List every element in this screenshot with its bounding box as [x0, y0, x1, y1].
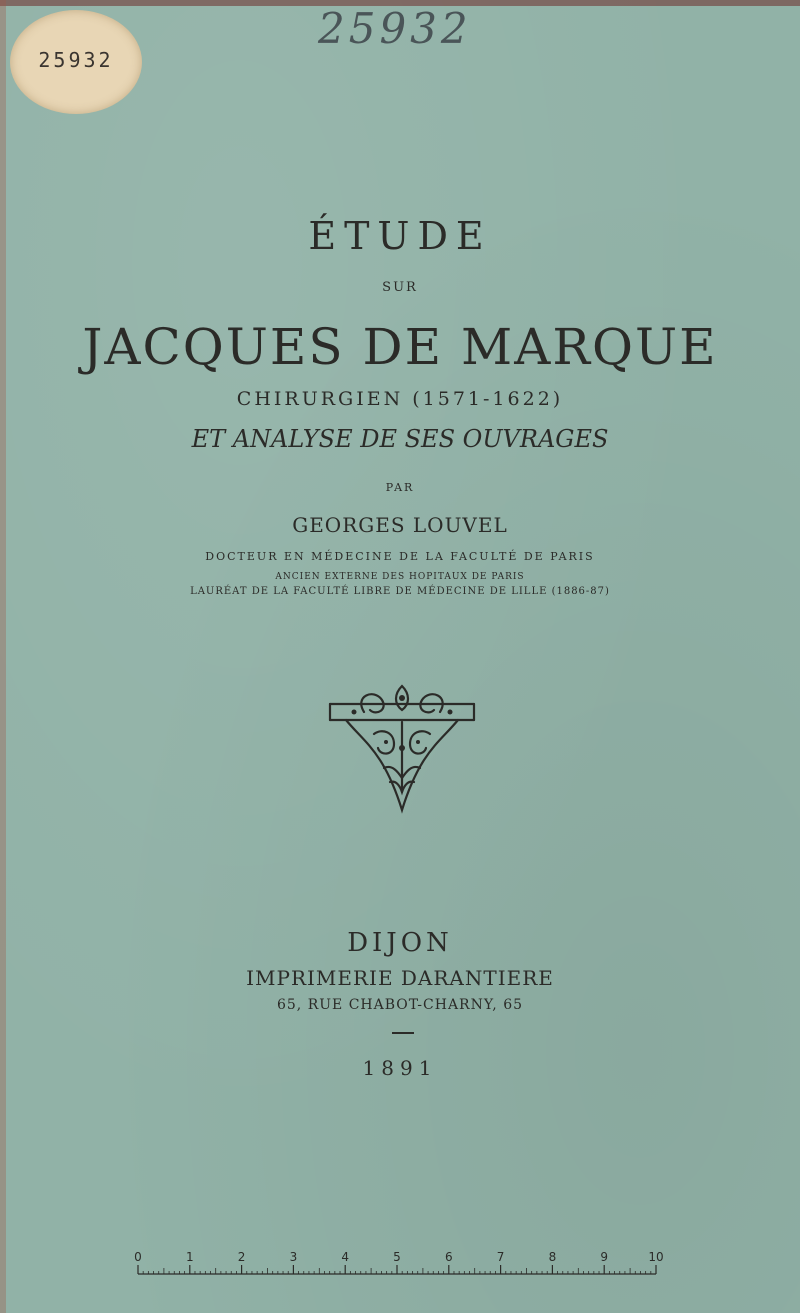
author-credential-laureat: LAURÉAT DE LA FACULTÉ LIBRE DE MÉDECINE DE LILLE (1886-87) — [190, 586, 610, 597]
author-name: GEORGES LOUVEL — [292, 513, 508, 537]
catalog-label — [10, 10, 142, 114]
ruler-tick-label: 3 — [289, 1250, 298, 1264]
ruler-tick-label: 0 — [134, 1250, 142, 1264]
ruler-tick-label: 6 — [444, 1250, 453, 1264]
imprint-city: DIJON — [347, 928, 453, 958]
title-etude: ÉTUDE — [308, 214, 492, 258]
subtitle-profession: CHIRURGIEN (1571-1622) — [236, 388, 564, 410]
ruler-tick-label: 2 — [237, 1250, 246, 1264]
catalog-label-number: 25932 — [38, 48, 114, 72]
ruler-tick-label: 8 — [548, 1250, 557, 1264]
ornament-fleuron-icon — [324, 682, 480, 814]
cover-left-edge — [0, 0, 6, 1313]
author-par: PAR — [385, 481, 415, 494]
imprint-year: 1891 — [362, 1056, 438, 1080]
separator-dash — [392, 1032, 414, 1034]
handwritten-number: 25932 — [318, 4, 472, 53]
scale-ruler — [130, 1250, 670, 1280]
subtitle-analysis: ET ANALYSE DE SES OUVRAGES — [191, 425, 609, 453]
title-subject: JACQUES DE MARQUE — [82, 318, 718, 376]
author-credential-doctor: DOCTEUR EN MÉDECINE DE LA FACULTÉ DE PARIS — [205, 550, 595, 563]
ruler-tick-label: 4 — [341, 1250, 350, 1264]
ruler-tick-label: 9 — [600, 1250, 609, 1264]
ruler-tick-label: 1 — [185, 1250, 194, 1264]
ruler-tick-label: 10 — [648, 1250, 664, 1264]
author-credential-externe: ANCIEN EXTERNE DES HOPITAUX DE PARIS — [275, 572, 525, 582]
imprint-printer: IMPRIMERIE DARANTIERE — [246, 966, 554, 990]
ruler-tick-label: 7 — [496, 1250, 505, 1264]
imprint-address: 65, RUE CHABOT-CHARNY, 65 — [276, 997, 524, 1013]
title-sur: SUR — [382, 280, 418, 295]
ruler-tick-label: 5 — [393, 1250, 401, 1264]
